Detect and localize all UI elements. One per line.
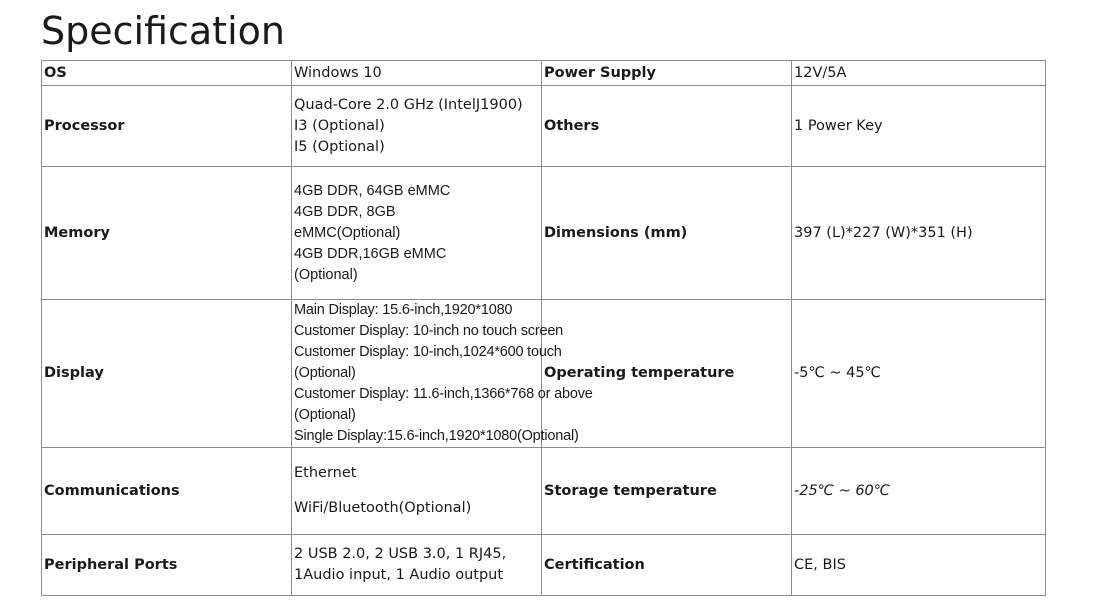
label-processor: Processor xyxy=(42,86,292,167)
label-certification: Certification xyxy=(542,535,792,596)
value-communications-line: Ethernet xyxy=(294,465,357,481)
label-operating-temperature: Operating temperature xyxy=(542,300,792,448)
value-display-line: (Optional) xyxy=(294,407,356,423)
value-dimensions: 397 (L)*227 (W)*351 (H) xyxy=(792,167,1046,300)
label-others: Others xyxy=(542,86,792,167)
label-power-supply: Power Supply xyxy=(542,61,792,86)
value-processor-line: I5 (Optional) xyxy=(294,138,385,155)
value-processor-line: I3 (Optional) xyxy=(294,117,385,134)
label-display: Display xyxy=(42,300,292,448)
value-operating-temperature: -5℃ ~ 45℃ xyxy=(792,300,1046,448)
value-memory-line: eMMC(Optional) xyxy=(294,224,401,241)
value-peripheral-ports xyxy=(292,535,542,596)
value-communications xyxy=(292,448,542,535)
table-row-display xyxy=(42,300,1046,448)
value-display-line: Main Display: 15.6-inch,1920*1080 xyxy=(294,302,513,318)
value-storage-temperature: -25℃ ~ 60℃ xyxy=(792,448,1046,535)
label-peripheral-ports: Peripheral Ports xyxy=(42,535,292,596)
value-os-line: Windows 10 xyxy=(294,64,382,81)
table-row-memory xyxy=(42,167,1046,300)
value-memory xyxy=(292,167,542,300)
value-peripheral-ports-line: 2 USB 2.0, 2 USB 3.0, 1 RJ45, xyxy=(294,546,507,562)
table-row-communications xyxy=(42,448,1046,535)
value-certification: CE, BIS xyxy=(792,535,1046,596)
label-communications: Communications xyxy=(42,448,292,535)
label-os: OS xyxy=(42,61,292,86)
table-row-peripheral-ports xyxy=(42,535,1046,596)
value-display-line: Customer Display: 10-inch,1024*600 touch xyxy=(294,344,562,360)
value-memory-line: 4GB DDR,16GB eMMC xyxy=(294,245,447,262)
value-power-supply: 12V/5A xyxy=(792,61,1046,86)
value-peripheral-ports-line: 1Audio input, 1 Audio output xyxy=(294,567,504,583)
value-display-line: (Optional) xyxy=(294,365,356,381)
value-others: 1 Power Key xyxy=(792,86,1046,167)
specification-table xyxy=(41,60,1046,596)
value-display-line: Customer Display: 11.6-inch,1366*768 or above xyxy=(294,386,593,402)
value-memory-line: (Optional) xyxy=(294,266,358,283)
value-communications-line: WiFi/Bluetooth(Optional) xyxy=(294,500,472,516)
value-processor xyxy=(292,86,542,167)
label-memory: Memory xyxy=(42,167,292,300)
value-display-line: Customer Display: 10-inch no touch screen xyxy=(294,323,564,339)
value-os xyxy=(292,61,542,86)
label-storage-temperature: Storage temperature xyxy=(542,448,792,535)
value-memory-line: 4GB DDR, 8GB xyxy=(294,203,396,220)
value-memory-line: 4GB DDR, 64GB eMMC xyxy=(294,182,451,199)
table-row-processor xyxy=(42,86,1046,167)
page-title: Specification xyxy=(41,9,285,53)
table-row-os xyxy=(42,61,1046,86)
value-display xyxy=(292,300,593,448)
label-dimensions: Dimensions (mm) xyxy=(542,167,792,300)
value-display-line: Single Display:15.6-inch,1920*1080(Optional) xyxy=(294,428,579,444)
value-processor-line: Quad-Core 2.0 GHz (IntelJ1900) xyxy=(294,96,523,113)
